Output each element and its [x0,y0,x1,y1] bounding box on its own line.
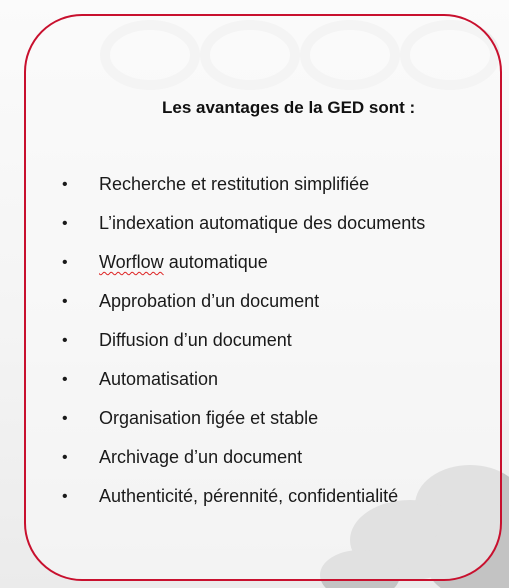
list-item-text: Diffusion d’un document [99,330,292,350]
bullet-icon: • [62,488,68,505]
list-item-text: Organisation figée et stable [99,408,319,428]
bullet-icon: • [62,332,68,349]
bullet-icon: • [62,293,68,310]
list-item-text: Archivage d’un document [99,447,303,467]
list-item-text [99,252,268,273]
bullet-icon: • [62,254,68,271]
list-item-text: Approbation d’un document [99,291,320,311]
list-item-text: Recherche et restitution simplifiée [99,174,370,194]
bullet-icon: • [62,449,68,466]
list-item-text: L’indexation automatique des documents [99,213,426,233]
list-item-text-rest: automatique [163,252,268,272]
bullet-icon: • [62,215,68,232]
misspelled-word: Worflow [99,252,164,272]
bullet-icon: • [62,410,68,427]
list-item-text: Authenticité, pérennité, confidentialité [99,486,399,506]
bullet-icon: • [62,371,68,388]
list-item-text: Automatisation [99,369,219,389]
bullet-icon: • [62,176,68,193]
slide-title: Les avantages de la GED sont : [162,98,416,117]
